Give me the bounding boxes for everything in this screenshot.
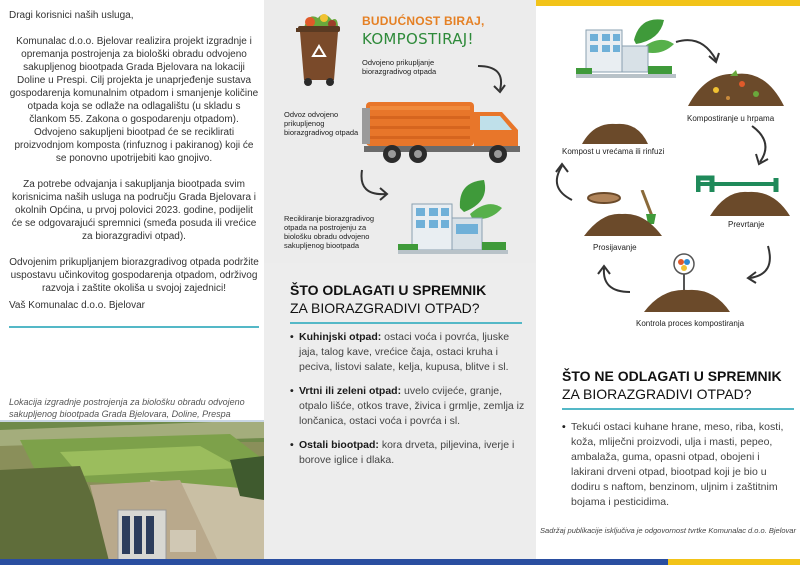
recycling-plant-icon <box>398 178 508 258</box>
allowed-list <box>290 330 528 477</box>
not-allowed-list <box>562 420 790 510</box>
eu-stripe <box>668 559 800 565</box>
stage-control-label: Kontrola proces kompostiranja <box>636 319 745 328</box>
garbage-truck-icon <box>362 96 528 166</box>
list-item: • Kuhinjski otpad: ostaci voća i povrća, ljuske jaja, talog kave, vrećice čaja, ostaci kruha i peciva, listovi salate, kelja, kupusa, blitve i sl. <box>290 330 528 375</box>
step-recycling: Recikliranje biorazgradivog otpada na postrojenju za biološku obradu odvojeno sakupljenog biootpada <box>284 214 375 250</box>
greeting: Dragi korisnici naših usluga, <box>9 10 134 21</box>
sieve-icon <box>582 190 666 240</box>
brown-bin-icon <box>294 8 344 88</box>
slogan-line-1: BUDUĆNOST BIRAJ, <box>362 14 485 28</box>
intro-paragraph-1: Komunalac d.o.o. Bjelovar realizira projekt izgradnje i opremanja postrojenja za biološki obradu odvojeno sakupljenog biootpada Grada Bjelovara na lokaciji Doline u Prespi. Cilj projekta je unaprjeđenje sustava gospodarenja komunalnim otpadom i smanjenje količine otpada koja se odlaže na odlagalištu (u skladu s člankom 55. Zakona o gospodarenju otpadom). Odvojeno sakupljeni biootpad će se reciklirati proizvodnjom komposta (rinfuznog i pakiranog) koji će se ponovno upotrijebiti kao gnojivo. <box>9 36 259 164</box>
intro-letter <box>9 9 259 328</box>
list-item: • Tekući ostaci kuhane hrane, meso, riba, kosti, koža, mliječni proizvodi, ulja i masti, pepeo, ambalaža, guma, opasni otpad, obojeni i lakirani drveni otpad, biootpad koji je bio u dodiru s naftom, benzinom, uljnim i zaštitnim bojama i pesticidima. <box>562 420 790 510</box>
divider <box>290 322 522 324</box>
stage-turn-label: Prevrtanje <box>728 220 765 229</box>
recycling-plant-icon <box>576 14 676 80</box>
compost-heap-icon <box>686 66 786 110</box>
stage-sieve-label: Prosijavanje <box>593 243 637 252</box>
intro-paragraph-3: Odvojenim prikupljanjem biorazgradivog otpada podržite uspostavu učinkovitog gospodarenja otpadom, održivog razvoja i zaštite okoliša u svojoj zajednici! <box>9 257 259 294</box>
curved-arrow-icon <box>356 168 396 202</box>
curved-arrow-icon <box>742 244 778 284</box>
panel-left <box>0 0 264 565</box>
stage-bag-label: Kompost u vrećama ili rinfuzi <box>562 147 665 156</box>
eu-stripe <box>536 0 800 6</box>
list-item: • Vrtni ili zeleni otpad: uvelo cvijeće, granje, otpalo lišće, otkos trave, živica i grmlje, zemlja iz lončanica, ostaci voća i povrća i sl. <box>290 384 528 429</box>
allowed-title: ŠTO ODLAGATI U SPREMNIK <box>290 282 487 298</box>
divider <box>9 326 259 328</box>
stage-heap-label: Kompostiranje u hrpama <box>687 114 775 123</box>
allowed-subtitle: ZA BIORAZGRADIVI OTPAD? <box>290 300 480 316</box>
compost-pile-icon <box>642 284 732 314</box>
step-collection: Odvojeno prikupljanje biorazgradivog otpada <box>362 58 437 76</box>
list-item: • Ostali biootpad: kora drveta, piljevina, iverje i borove iglice i dlaka. <box>290 438 528 468</box>
footer-note: Sadržaj publikacije isključiva je odgovornost tvrtke Komunalac d.o.o. Bjelovar <box>540 526 796 535</box>
eu-stripe <box>0 559 536 565</box>
eu-stripe <box>536 559 668 565</box>
panel-right <box>536 0 800 565</box>
panel-middle <box>264 0 536 565</box>
intro-paragraph-2: Za potrebe odvajanja i sakupljanja biootpada svim korisnicima naših usluga na području Grada Bjelovara i okolnih Općina, u prvoj polovici 2023. godine, podijelit će se odgovarajući spremnici (smeđa posuda ili vrećice za biorazgradivi otpad). <box>11 179 257 242</box>
step-transport: Odvoz odvojeno prikupljenog biorazgradivog otpada <box>284 110 359 137</box>
curved-arrow-icon <box>472 62 512 96</box>
windrow-turner-icon <box>696 168 792 218</box>
curved-arrow-icon <box>596 264 636 298</box>
divider <box>562 408 794 410</box>
curved-arrow-icon <box>672 34 722 68</box>
curved-arrow-icon <box>546 160 580 204</box>
photo-caption: Lokacija izgradnje postrojenja za biološku obradu odvojeno sakupljenog biootpada Grada Bjelovara, Doline, Prespa <box>9 397 245 419</box>
curved-arrow-icon <box>744 124 778 168</box>
compost-pile-icon <box>580 116 650 146</box>
not-allowed-subtitle: ZA BIORAZGRADIVI OTPAD? <box>562 386 752 402</box>
not-allowed-title: ŠTO NE ODLAGATI U SPREMNIK <box>562 368 782 384</box>
signature: Vaš Komunalac d.o.o. Bjelovar <box>9 300 146 311</box>
slogan-line-2: KOMPOSTIRAJ! <box>362 30 474 48</box>
aerial-site-photo <box>0 420 264 565</box>
